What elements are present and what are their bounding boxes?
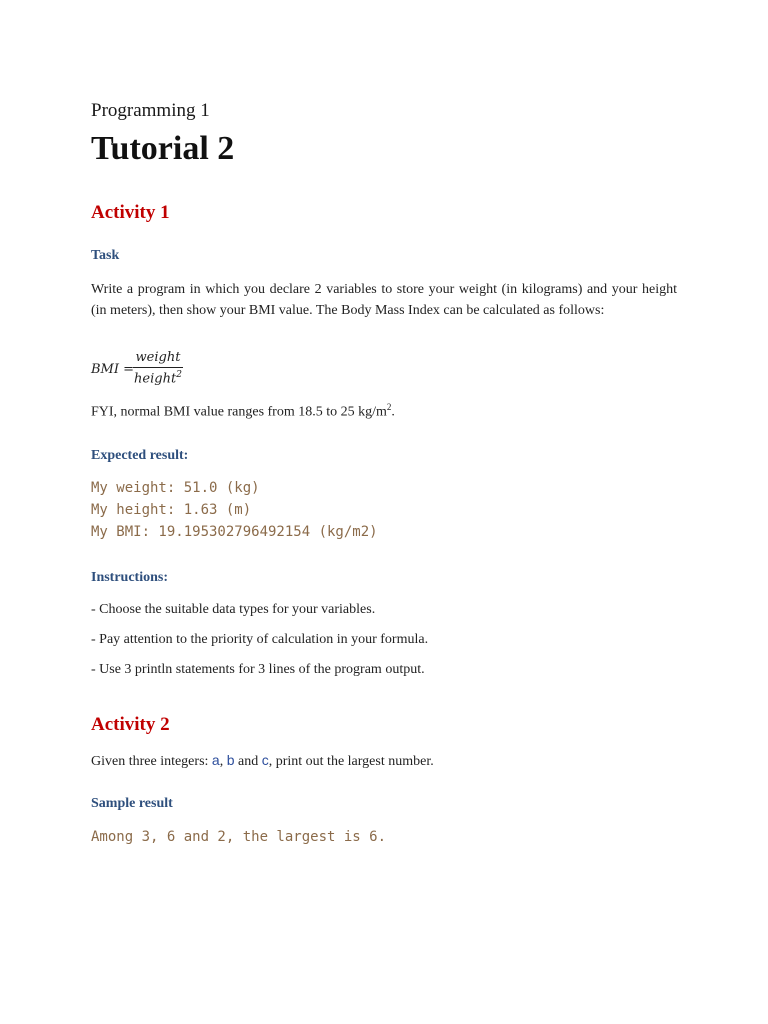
expected-line-2: My height: 1.63 (m) xyxy=(91,502,252,518)
course-name: Programming 1 xyxy=(91,100,210,121)
formula-fraction xyxy=(133,350,183,386)
page-title: Tutorial 2 xyxy=(91,130,235,167)
formula-denominator-text: height xyxy=(134,371,177,387)
instructions-heading: Instructions: xyxy=(91,570,169,585)
fyi-end: . xyxy=(391,404,395,420)
sep-1: , xyxy=(219,754,227,769)
formula-exponent: 2 xyxy=(176,370,182,380)
fyi-text xyxy=(91,402,395,421)
given-prefix: Given three integers: xyxy=(91,754,212,769)
sample-result-line: Among 3, 6 and 2, the largest is 6. xyxy=(91,829,387,845)
instruction-item-2: - Pay attention to the priority of calculation in your formula. xyxy=(91,632,429,647)
sep-2: and xyxy=(234,754,262,769)
instruction-item-1: - Choose the suitable data types for your variables. xyxy=(91,602,376,617)
fyi-sup: 2 xyxy=(386,402,392,412)
expected-line-3: My BMI: 19.195302796492154 (kg/m2) xyxy=(91,524,378,540)
activity-2-text xyxy=(91,752,434,770)
fyi-main: FYI, normal BMI value ranges from 18.5 to 25 kg/m xyxy=(91,404,387,420)
var-a: a xyxy=(211,752,220,768)
activity-2-heading: Activity 2 xyxy=(91,714,170,735)
var-b: b xyxy=(226,752,235,768)
activity-1-heading: Activity 1 xyxy=(91,202,170,223)
var-c: c xyxy=(261,752,269,768)
formula-lhs: BMI = xyxy=(91,362,135,377)
given-suffix: , print out the largest number. xyxy=(268,754,434,769)
expected-result-heading: Expected result: xyxy=(91,448,189,463)
instruction-item-3: - Use 3 println statements for 3 lines of the program output. xyxy=(91,662,425,677)
formula-denominator xyxy=(133,368,183,386)
task-heading: Task xyxy=(91,248,120,263)
task-text: Write a program in which you declare 2 variables to store your weight (in kilograms) and your height (in meters), then show your BMI value. The Body Mass Index can be calculated as follows: xyxy=(91,282,677,318)
expected-line-1: My weight: 51.0 (kg) xyxy=(91,480,260,496)
formula-numerator: weight xyxy=(133,350,183,368)
sample-result-heading: Sample result xyxy=(91,796,173,811)
